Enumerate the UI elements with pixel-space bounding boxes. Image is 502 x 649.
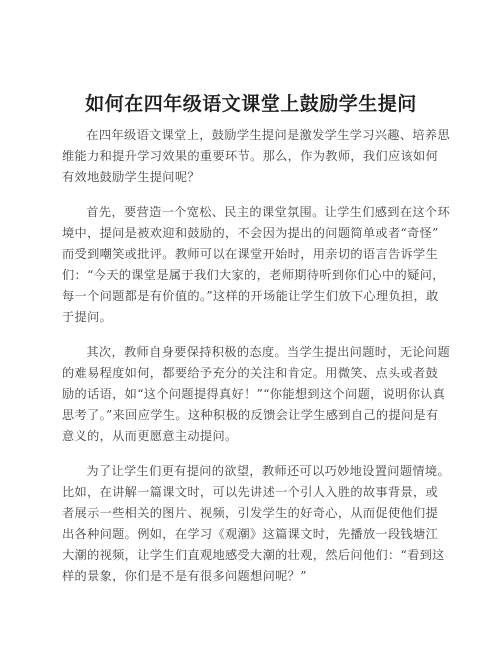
- paragraph-line: 为了让学生们更有提问的欲望，教师还可以巧妙地设置问题情境。: [86, 464, 450, 478]
- paragraph-line: 在四年级语文课堂上，鼓励学生提问是激发学生学习兴趣、培养思: [86, 128, 450, 142]
- paragraph-line: 而受到嘲笑或批评。教师可以在课堂开始时，用亲切的语言告诉学生: [62, 247, 439, 261]
- paragraph-line: 于提问。: [62, 310, 113, 324]
- document-title: 如何在四年级语文课堂上鼓励学生提问: [85, 93, 417, 115]
- paragraph-line: 其次，教师自身要保持积极的态度。当学生提出问题时，无论问题: [86, 345, 450, 359]
- paragraph-line: 维能力和提升学习效果的重要环节。那么，作为教师，我们应该如何: [62, 149, 439, 163]
- paragraph-line: 励的话语，如“这个问题提得真好！”“你能想到这个问题，说明你认真: [62, 387, 446, 401]
- paragraph-intro: [62, 125, 450, 188]
- paragraph-line: 思考了。”来回应学生。这种积极的反馈会让学生感到自己的提问是有: [62, 408, 439, 422]
- paragraph-line: 者展示一些相关的图片、视频，引发学生的好奇心，从而促使他们提: [62, 506, 439, 520]
- paragraph-line: 样的景象，你们是不是有很多问题想问呢？”: [62, 569, 307, 583]
- document-body: [62, 125, 450, 601]
- paragraph-line: 有效地鼓励学生提问呢？: [62, 170, 200, 184]
- paragraph-line: 大潮的视频，让学生们直观地感受大潮的壮观，然后问他们：“看到这: [62, 548, 445, 562]
- paragraph-line: 的难易程度如何，都要给予充分的关注和肯定。用微笑、点头或者鼓: [62, 366, 439, 380]
- paragraph-line: 首先，要营造一个宽松、民主的课堂氛围。让学生们感到在这个环: [86, 205, 450, 219]
- paragraph-first: [62, 202, 450, 328]
- paragraph-line: 们：“今天的课堂是属于我们大家的，老师期待听到你们心中的疑问，: [62, 268, 445, 282]
- paragraph-line: 出各种问题。例如，在学习《观潮》这篇课文时，先播放一段钱塘江: [62, 527, 439, 541]
- paragraph-line: 境中，提问是被欢迎和鼓励的，不会因为提出的问题简单或者“奇怪”: [62, 226, 439, 240]
- paragraph-third: [62, 461, 450, 587]
- paragraph-second: [62, 342, 450, 447]
- paragraph-line: 意义的，从而更愿意主动提问。: [62, 429, 238, 443]
- paragraph-line: 每一个问题都是有价值的。”这样的开场能让学生们放下心理负担，敢: [62, 289, 439, 303]
- paragraph-line: 比如，在讲解一篇课文时，可以先讲述一个引人入胜的故事背景，或: [62, 485, 439, 499]
